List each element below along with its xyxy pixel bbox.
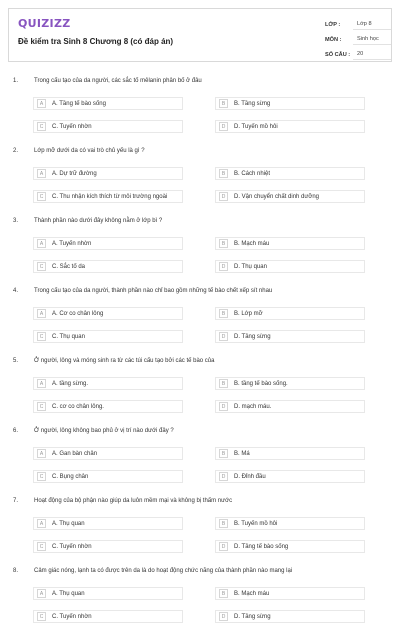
question-item — [0, 354, 400, 424]
answer-option[interactable] — [33, 97, 183, 110]
question-number: 4. — [13, 288, 19, 294]
question-text: Hoạt động của bộ phận nào giúp da luôn mềm mại và không bị thấm nước — [34, 498, 233, 504]
option-letter-box: D — [219, 122, 228, 131]
option-letter-box: C — [37, 542, 46, 551]
answer-option[interactable] — [215, 540, 365, 553]
question-text: Trong cấu tạo của da người, thành phần nào chỉ bao gồm những tế bào chết xếp sít nhau — [34, 288, 273, 294]
answer-option[interactable] — [33, 120, 183, 133]
meta-label: SỐ CÂU : — [325, 51, 351, 58]
answer-option[interactable] — [215, 470, 365, 483]
question-list — [0, 74, 400, 634]
option-letter-box: C — [37, 332, 46, 341]
answer-option[interactable] — [33, 540, 183, 553]
answer-option[interactable] — [215, 610, 365, 623]
answer-option[interactable] — [215, 587, 365, 600]
answer-option[interactable] — [215, 167, 365, 180]
option-text: A. Gan bàn chân — [52, 450, 98, 457]
option-letter-box: B — [219, 309, 228, 318]
option-text: A. Thụ quan — [52, 520, 85, 527]
option-letter-box: A — [37, 309, 46, 318]
meta-value: 20 — [353, 49, 391, 60]
answer-option[interactable] — [33, 307, 183, 320]
answer-option[interactable] — [215, 447, 365, 460]
option-letter-box: C — [37, 262, 46, 271]
option-text: A. tầng sừng. — [52, 380, 89, 387]
question-text: Thành phần nào dưới đây không nằm ở lớp bì ? — [34, 218, 163, 224]
question-item — [0, 284, 400, 354]
option-letter-box: A — [37, 449, 46, 458]
option-text: C. Sắc tố da — [52, 263, 86, 270]
option-letter-box: C — [37, 122, 46, 131]
meta-label: MÔN : — [325, 36, 342, 43]
option-text: A. Cơ co chân lông — [52, 310, 104, 317]
question-number: 5. — [13, 358, 19, 364]
option-letter-box: B — [219, 169, 228, 178]
question-item — [0, 424, 400, 494]
meta-value: Sinh học — [353, 34, 391, 45]
option-text: B. tầng tế bào sống. — [234, 380, 288, 387]
option-letter-box: A — [37, 519, 46, 528]
meta-label: LỚP : — [325, 21, 341, 28]
option-letter-box: A — [37, 379, 46, 388]
option-text: A. Dự trữ đường — [52, 170, 97, 177]
answer-option[interactable] — [33, 587, 183, 600]
meta-row-class — [325, 17, 391, 32]
option-letter-box: C — [37, 472, 46, 481]
option-text: B. Tuyến mồ hôi — [234, 520, 278, 527]
answer-option[interactable] — [215, 307, 365, 320]
option-text: B. Má — [234, 450, 250, 457]
option-letter-box: C — [37, 402, 46, 411]
question-text: Cảm giác nóng, lạnh ta có được trên da là do hoạt động chức năng của thành phần nào mang lại — [34, 568, 293, 574]
option-letter-box: D — [219, 612, 228, 621]
option-letter-box: B — [219, 99, 228, 108]
question-item — [0, 214, 400, 284]
question-text: Lớp mỡ dưới da có vai trò chủ yếu là gì ? — [34, 148, 145, 154]
answer-option[interactable] — [33, 167, 183, 180]
option-letter-box: D — [219, 472, 228, 481]
answer-option[interactable] — [215, 190, 365, 203]
option-letter-box: B — [219, 239, 228, 248]
option-text: D. Đỉnh đầu — [234, 473, 266, 480]
option-letter-box: A — [37, 589, 46, 598]
option-text: C. Tuyến nhờn — [52, 543, 92, 550]
option-text: A. Tầng tế bào sống — [52, 100, 106, 107]
worksheet-header — [8, 8, 392, 62]
option-text: B. Cách nhiệt — [234, 170, 271, 177]
answer-option[interactable] — [33, 330, 183, 343]
question-number: 3. — [13, 218, 19, 224]
option-text: D. Tuyến mồ hôi — [234, 123, 278, 130]
question-text: Ở người, lông không bao phủ ở vị trí nào dưới đây ? — [34, 428, 174, 434]
meta-value: Lớp 8 — [353, 19, 391, 30]
meta-row-count — [325, 47, 391, 62]
worksheet-meta — [325, 17, 391, 62]
answer-option[interactable] — [215, 330, 365, 343]
option-letter-box: C — [37, 612, 46, 621]
answer-option[interactable] — [33, 610, 183, 623]
question-item — [0, 564, 400, 634]
answer-option[interactable] — [33, 377, 183, 390]
answer-option[interactable] — [33, 190, 183, 203]
option-text: B. Mạch máu — [234, 240, 270, 247]
answer-option[interactable] — [215, 237, 365, 250]
answer-option[interactable] — [33, 260, 183, 273]
quizizz-logo: QUIZIZZ — [18, 17, 71, 30]
option-text: C. Thu nhận kích thích từ môi trường ngoài — [52, 193, 168, 200]
answer-option[interactable] — [33, 447, 183, 460]
question-item — [0, 144, 400, 214]
option-text: C. Tuyến nhờn — [52, 613, 92, 620]
option-letter-box: B — [219, 379, 228, 388]
question-number: 8. — [13, 568, 19, 574]
answer-option[interactable] — [215, 517, 365, 530]
option-letter-box: D — [219, 402, 228, 411]
option-letter-box: D — [219, 262, 228, 271]
answer-option[interactable] — [215, 377, 365, 390]
answer-option[interactable] — [215, 400, 365, 413]
question-text: Trong cấu tạo của da người, các sắc tố mêlanin phân bố ở đâu — [34, 78, 202, 84]
question-number: 1. — [13, 78, 19, 84]
answer-option[interactable] — [33, 400, 183, 413]
option-letter-box: D — [219, 542, 228, 551]
option-text: D. Thụ quan — [234, 263, 267, 270]
question-text: Ở người, lông và móng sinh ra từ các túi cấu tạo bởi các tế bào của — [34, 358, 215, 364]
option-letter-box: D — [219, 332, 228, 341]
answer-option[interactable] — [33, 517, 183, 530]
option-text: C. cơ co chân lông. — [52, 403, 104, 410]
option-text: D. Vận chuyển chất dinh dưỡng — [234, 193, 320, 200]
question-item — [0, 74, 400, 144]
answer-option[interactable] — [215, 260, 365, 273]
page-title: Đề kiểm tra Sinh 8 Chương 8 (có đáp án) — [18, 37, 174, 46]
option-text: B. Tầng sừng — [234, 100, 271, 107]
option-text: C. Thụ quan — [52, 333, 85, 340]
question-number: 2. — [13, 148, 19, 154]
option-letter-box: A — [37, 99, 46, 108]
option-text: D. Tầng tế bào sống — [234, 543, 289, 550]
option-text: A. Tuyến nhờn — [52, 240, 92, 247]
option-letter-box: A — [37, 169, 46, 178]
option-letter-box: C — [37, 192, 46, 201]
question-item — [0, 494, 400, 564]
option-text: D. Tầng sừng — [234, 333, 271, 340]
question-number: 6. — [13, 428, 19, 434]
answer-option[interactable] — [215, 97, 365, 110]
question-number: 7. — [13, 498, 19, 504]
option-text: A. Thụ quan — [52, 590, 85, 597]
answer-option[interactable] — [33, 470, 183, 483]
option-letter-box: B — [219, 519, 228, 528]
option-letter-box: B — [219, 449, 228, 458]
option-letter-box: A — [37, 239, 46, 248]
option-letter-box: B — [219, 589, 228, 598]
meta-row-subject — [325, 32, 391, 47]
option-text: B. Lớp mỡ — [234, 310, 263, 317]
option-letter-box: D — [219, 192, 228, 201]
option-text: D. mạch máu. — [234, 403, 272, 410]
option-text: D. Tầng sừng — [234, 613, 271, 620]
option-text: C. Tuyến nhờn — [52, 123, 92, 130]
option-text: C. Bụng chân — [52, 473, 89, 480]
answer-option[interactable] — [33, 237, 183, 250]
answer-option[interactable] — [215, 120, 365, 133]
option-text: B. Mạch máu — [234, 590, 270, 597]
